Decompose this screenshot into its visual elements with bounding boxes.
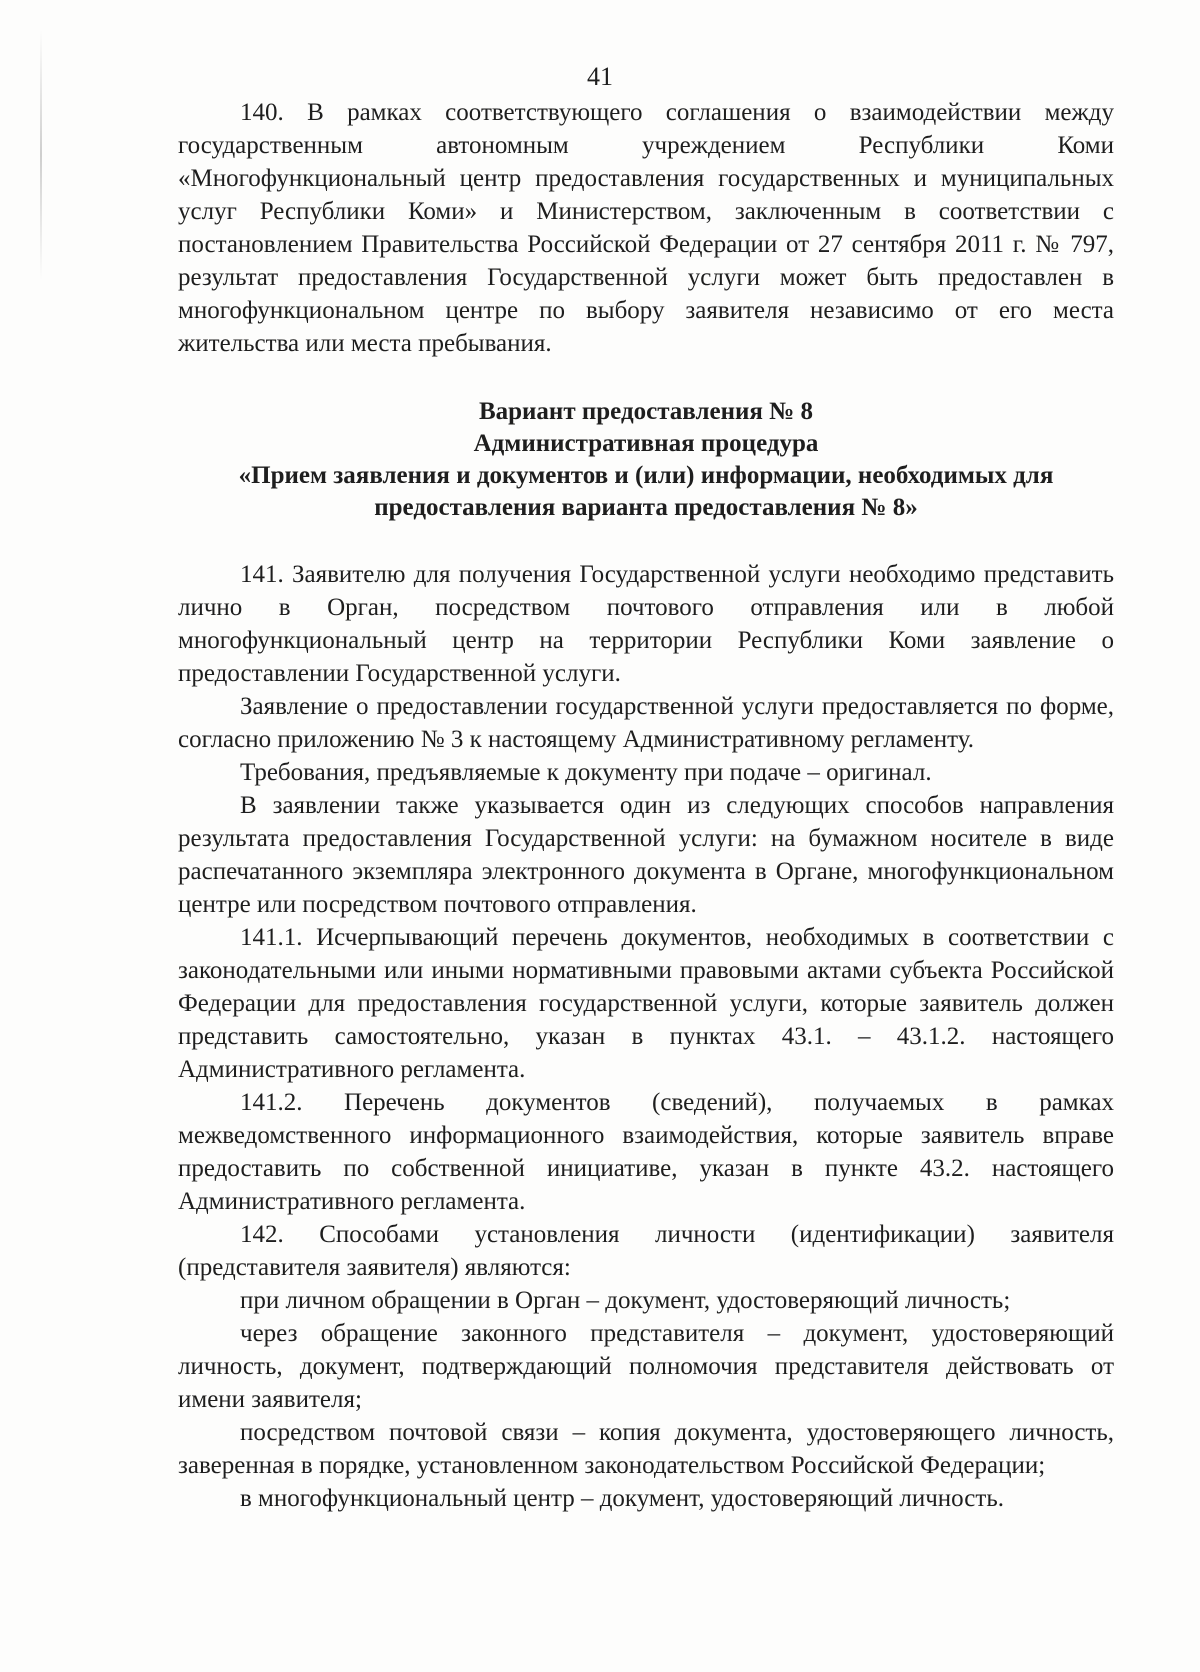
paragraph-identification-representative: через обращение законного представителя – документ, удостоверяющий личность, документ, подтверждающий полномочия представителя действовать от имени заявителя; [178, 1320, 1114, 1413]
paragraph-result-delivery: В заявлении также указывается один из следующих способов направления результата предоставления Государственной услуги: на бумажном носителе в виде распечатанного экземпляра электронного документа в Органе, многофункциональном центре или посредством почтового отправления. [178, 792, 1114, 918]
document-body [178, 96, 1114, 1515]
paragraph-identification-postal: посредством почтовой связи – копия документа, удостоверяющего личность, заверенная в порядке, установленном законодательством Российской Федерации; [178, 1419, 1114, 1479]
section-heading [178, 396, 1114, 524]
paragraph-document-requirements: Требования, предъявляемые к документу при подаче – оригинал. [240, 759, 932, 786]
heading-procedure-name-line2: предоставления варианта предоставления № 8» [374, 494, 918, 521]
paragraph-identification-mfc: в многофункциональный центр – документ, удостоверяющий личность. [240, 1485, 1004, 1512]
paragraph-142: 142. Способами установления личности (идентификации) заявителя (представителя заявителя) являются: [178, 1221, 1114, 1281]
paragraph-140: 140. В рамках соответствующего соглашения о взаимодействии между государственным автономным учреждением Республики Коми «Многофункциональный центр предоставления государственных и муниципальных услуг Республики Коми» и Министерством, заключенным в соответствии с постановлением Правительства Российской Федерации от 27 сентября 2011 г. № 797, результат предоставления Государственной услуги может быть предоставлен в многофункциональном центре по выбору заявителя независимо от его места жительства или места пребывания. [178, 99, 1114, 357]
paragraph-identification-in-person: при личном обращении в Орган – документ, удостоверяющий личность; [240, 1287, 1011, 1314]
heading-variant-title: Вариант предоставления № 8 [478, 398, 814, 425]
heading-procedure-title: Административная процедура [473, 430, 819, 457]
paragraph-141-1: 141.1. Исчерпывающий перечень документов, необходимых в соответствии с законодательными или иными нормативными правовыми актами субъекта Российской Федерации для предоставления государственной услуги, которые заявитель должен представить самостоятельно, указан в пунктах 43.1. – 43.1.2. настоящего Административного регламента. [178, 924, 1114, 1083]
paragraph-141: 141. Заявителю для получения Государственной услуги необходимо представить лично в Орган, посредством почтового отправления или в любой многофункциональный центр на территории Республики Коми заявление о предоставлении Государственной услуги. [178, 561, 1114, 687]
heading-procedure-name-line1: «Прием заявления и документов и (или) информации, необходимых для [238, 462, 1054, 489]
paragraph-application-form: Заявление о предоставлении государственной услуги предоставляется по форме, согласно приложению № 3 к настоящему Административному регламенту. [178, 693, 1114, 753]
page-number: 41 [587, 62, 613, 91]
paragraph-141-2: 141.2. Перечень документов (сведений), получаемых в рамках межведомственного информационного взаимодействия, которые заявитель вправе предоставить по собственной инициативе, указан в пункте 43.2. настоящего Административного регламента. [178, 1089, 1114, 1215]
